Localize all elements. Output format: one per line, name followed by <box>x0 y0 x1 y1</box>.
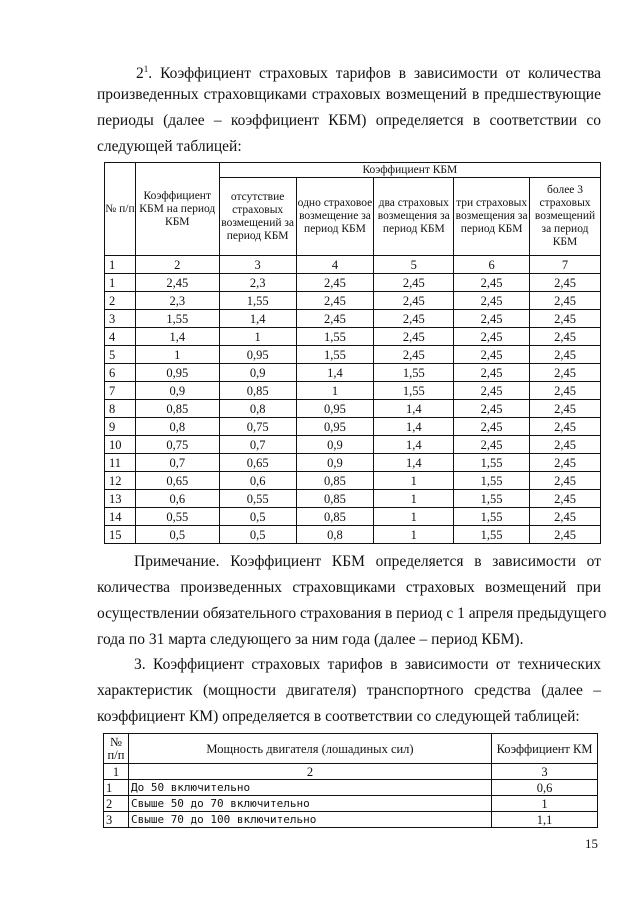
table-cell: 2,45 <box>454 382 530 400</box>
table-cell: 2,45 <box>296 274 374 292</box>
table-cell: 2,45 <box>530 364 601 382</box>
table-cell: 0,95 <box>296 400 374 418</box>
table-cell: 6 <box>454 256 530 274</box>
row-number-cell: 6 <box>105 364 136 382</box>
table-cell: 0,6 <box>135 490 219 508</box>
paragraph-line: коэффициент КМ) определяется в соответствии со следующей таблицей: <box>97 708 580 725</box>
table-cell: 0,8 <box>296 526 374 544</box>
header-kbm-group: Коэффициент КБМ <box>219 163 600 178</box>
table-row <box>105 274 601 292</box>
header-number: № п/п <box>104 734 129 764</box>
table-cell: 1 <box>135 346 219 364</box>
table-cell: 0,6 <box>219 472 296 490</box>
paragraph-line: характеристик (мощности двигателя) транспортного средства (далее – <box>97 682 601 699</box>
table-cell: 0,65 <box>219 454 296 472</box>
kbm-coefficient-table <box>104 162 601 544</box>
table-cell: 2,45 <box>454 400 530 418</box>
table-cell: 1,55 <box>219 292 296 310</box>
table-row <box>105 490 601 508</box>
table-row <box>105 400 601 418</box>
table-cell: 2 <box>128 764 491 780</box>
table-cell: 2,45 <box>530 292 601 310</box>
table-cell: 2,45 <box>530 274 601 292</box>
table-cell: 1,55 <box>454 454 530 472</box>
table-row <box>105 454 601 472</box>
table-cell: 2,45 <box>530 328 601 346</box>
row-number-cell: 7 <box>105 382 136 400</box>
table-cell: 2,45 <box>530 490 601 508</box>
row-number-cell: 8 <box>105 400 136 418</box>
table-cell: 1,4 <box>374 400 454 418</box>
table-cell: 2 <box>135 256 219 274</box>
table-cell: 2,45 <box>530 382 601 400</box>
page-number: 15 <box>585 836 598 851</box>
table-cell: 1 <box>374 508 454 526</box>
power-range-cell: До 50 включительно <box>128 780 491 796</box>
table-cell: 2,45 <box>296 292 374 310</box>
table-cell: 2,45 <box>374 274 454 292</box>
table-cell: 2,45 <box>530 400 601 418</box>
paragraph-line: произведенных страховщиками страховых возмещений в предшествующие <box>97 86 601 103</box>
table-cell: 0,95 <box>296 418 374 436</box>
table-index-row <box>105 256 601 274</box>
table-cell: 0,7 <box>135 454 219 472</box>
row-number-cell: 2 <box>105 292 136 310</box>
table-cell: 0,85 <box>296 490 374 508</box>
table-row <box>105 526 601 544</box>
row-number-cell: 10 <box>105 436 136 454</box>
row-number-cell: 3 <box>105 310 136 328</box>
table-row <box>104 780 598 796</box>
table-cell: 0,95 <box>219 346 296 364</box>
paragraph-line: 3. Коэффициент страховых тарифов в зависимости от технических <box>134 656 601 673</box>
table-cell: 2,45 <box>530 418 601 436</box>
table-cell: 1 <box>219 328 296 346</box>
table-cell: 1,4 <box>219 310 296 328</box>
table-cell: 2,45 <box>530 526 601 544</box>
table-cell: 0,85 <box>296 472 374 490</box>
header-col-zero-claims: отсутствие страховых возмещений за период КБМ <box>219 178 296 256</box>
table-cell: 0,75 <box>135 436 219 454</box>
coefficient-cell: 0,6 <box>492 780 598 796</box>
note-paragraph <box>97 549 607 653</box>
header-km-coefficient: Коэффициент КМ <box>492 734 598 764</box>
header-kbm-period: Коэффициент КБМ на период КБМ <box>135 163 219 256</box>
row-number-cell: 12 <box>105 472 136 490</box>
paragraph-kbm-intro <box>97 56 601 160</box>
table-cell: 0,8 <box>135 418 219 436</box>
table-cell: 1,55 <box>374 382 454 400</box>
table-cell: 0,65 <box>135 472 219 490</box>
table-cell: 2,45 <box>454 346 530 364</box>
paragraph-line: следующей таблицей: <box>97 138 242 155</box>
table-cell: 2,45 <box>374 292 454 310</box>
table-cell: 2,45 <box>530 454 601 472</box>
table-cell: 2,45 <box>374 310 454 328</box>
table-cell: 2,45 <box>135 274 219 292</box>
table-cell: 2,45 <box>454 364 530 382</box>
header-col-more-claims: более 3 страховых возмещений за период КБМ <box>530 178 601 256</box>
table-cell: 0,9 <box>296 436 374 454</box>
table-cell: 2,45 <box>374 328 454 346</box>
row-number-cell: 3 <box>104 812 129 828</box>
table-cell: 1,55 <box>135 310 219 328</box>
table-cell: 1,4 <box>374 418 454 436</box>
coefficient-cell: 1 <box>492 796 598 812</box>
table-cell: 2,45 <box>530 310 601 328</box>
table-cell: 2,45 <box>454 418 530 436</box>
table-cell: 3 <box>219 256 296 274</box>
row-number-cell: 15 <box>105 526 136 544</box>
table-cell: 0,9 <box>219 364 296 382</box>
table-cell: 1,55 <box>454 490 530 508</box>
power-range-cell: Свыше 70 до 100 включительно <box>128 812 491 828</box>
table-cell: 0,55 <box>135 508 219 526</box>
table-cell: 2,45 <box>530 508 601 526</box>
table-row <box>104 812 598 828</box>
header-col-one-claim: одно страховое возмещение за период КБМ <box>296 178 374 256</box>
table-cell: 1 <box>104 764 129 780</box>
table-cell: 0,9 <box>296 454 374 472</box>
paragraph-km-intro <box>97 652 601 730</box>
table-row <box>105 472 601 490</box>
table-cell: 0,5 <box>219 508 296 526</box>
table-cell: 1,55 <box>296 328 374 346</box>
row-number-cell: 11 <box>105 454 136 472</box>
table-row <box>105 436 601 454</box>
kbm-table-body <box>105 256 601 544</box>
table-cell: 0,85 <box>296 508 374 526</box>
paragraph-line <box>97 56 601 82</box>
power-range-cell: Свыше 50 до 70 включительно <box>128 796 491 812</box>
row-number-cell: 1 <box>104 780 129 796</box>
table-row <box>105 346 601 364</box>
table-cell: 0,7 <box>219 436 296 454</box>
header-number: № п/п <box>105 163 136 256</box>
table-row <box>104 796 598 812</box>
paragraph-line: периоды (далее – коэффициент КБМ) определяется в соответствии со <box>97 112 601 129</box>
table-cell: 1 <box>374 526 454 544</box>
line-text: . Коэффициент страховых тарифов в зависимости от количества <box>148 65 601 83</box>
table-cell: 0,85 <box>135 400 219 418</box>
section-superscript: 1 <box>143 64 149 74</box>
table-cell: 1,4 <box>296 364 374 382</box>
table-cell: 2,3 <box>219 274 296 292</box>
table-cell: 1,55 <box>454 472 530 490</box>
table-cell: 1,4 <box>374 454 454 472</box>
row-number-cell: 5 <box>105 346 136 364</box>
table-row <box>105 418 601 436</box>
table-cell: 0,75 <box>219 418 296 436</box>
table-row <box>105 508 601 526</box>
table-cell: 0,95 <box>135 364 219 382</box>
table-cell: 0,9 <box>135 382 219 400</box>
table-cell: 1,55 <box>296 346 374 364</box>
table-cell: 2,45 <box>530 472 601 490</box>
header-col-two-claims: два страховых возмещения за период КБМ <box>374 178 454 256</box>
section-number: 2 <box>136 65 144 83</box>
table-cell: 1 <box>296 382 374 400</box>
table-cell: 1,55 <box>374 364 454 382</box>
table-cell: 2,45 <box>530 436 601 454</box>
table-cell: 1,4 <box>135 328 219 346</box>
table-cell: 2,45 <box>454 310 530 328</box>
table-cell: 3 <box>492 764 598 780</box>
table-cell: 7 <box>530 256 601 274</box>
table-row <box>105 364 601 382</box>
table-cell: 2,3 <box>135 292 219 310</box>
table-cell: 1 <box>374 472 454 490</box>
table-cell: 1 <box>374 490 454 508</box>
paragraph-line: Примечание. Коэффициент КБМ определяется в зависимости от <box>134 553 601 570</box>
paragraph-line: осуществлении обязательного страхования в период с 1 апреля предыдущего <box>97 605 607 622</box>
coefficient-cell: 1,1 <box>492 812 598 828</box>
row-number-cell: 2 <box>104 796 129 812</box>
table-cell: 2,45 <box>530 346 601 364</box>
header-engine-power: Мощность двигателя (лошадиных сил) <box>128 734 491 764</box>
table-cell: 0,8 <box>219 400 296 418</box>
row-number-cell: 4 <box>105 328 136 346</box>
table-cell: 0,85 <box>219 382 296 400</box>
table-cell: 0,5 <box>135 526 219 544</box>
table-cell: 2,45 <box>374 346 454 364</box>
row-number-cell: 14 <box>105 508 136 526</box>
table-cell: 2,45 <box>296 310 374 328</box>
table-cell: 0,5 <box>219 526 296 544</box>
row-number-cell: 1 <box>105 274 136 292</box>
table-cell: 2,45 <box>454 436 530 454</box>
table-cell: 1,4 <box>374 436 454 454</box>
table-cell: 4 <box>296 256 374 274</box>
table-cell: 2,45 <box>454 292 530 310</box>
header-col-three-claims: три страховых возмещения за период КБМ <box>454 178 530 256</box>
table-row <box>105 382 601 400</box>
km-coefficient-table <box>103 733 598 828</box>
table-index-row <box>104 764 598 780</box>
table-cell: 2,45 <box>454 274 530 292</box>
table-row <box>105 310 601 328</box>
paragraph-line: года по 31 марта следующего за ним года (далее – период КБМ). <box>97 631 524 648</box>
row-number-cell: 9 <box>105 418 136 436</box>
table-cell: 5 <box>374 256 454 274</box>
table-row <box>105 328 601 346</box>
table-cell: 2,45 <box>454 328 530 346</box>
paragraph-line: количества произведенных страховщиками страховых возмещений при <box>97 579 601 596</box>
km-table-body <box>104 764 598 828</box>
table-cell: 1,55 <box>454 508 530 526</box>
row-number-cell: 1 <box>105 256 136 274</box>
table-row <box>105 292 601 310</box>
table-cell: 1,55 <box>454 526 530 544</box>
row-number-cell: 13 <box>105 490 136 508</box>
table-cell: 0,55 <box>219 490 296 508</box>
